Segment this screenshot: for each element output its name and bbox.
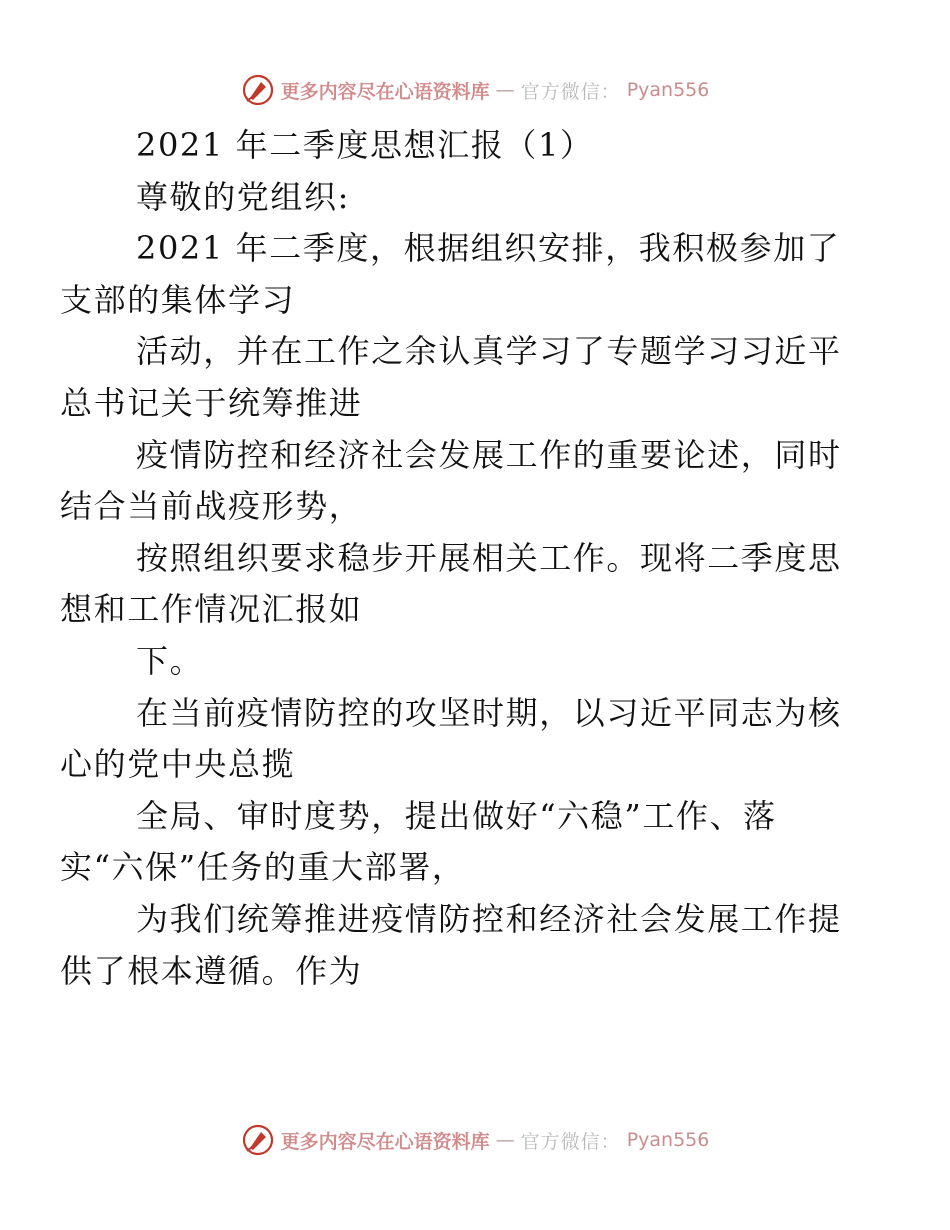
watermark-dash: —	[495, 79, 515, 101]
paragraph-line: 下。	[136, 641, 204, 680]
document-title: 2021 年二季度思想汇报（1）	[136, 126, 594, 164]
paragraph-line: 活动，并在工作之余认真学习了专题学习习近平	[136, 332, 842, 371]
paragraph-line: 按照组织要求稳步开展相关工作。现将二季度思	[136, 538, 842, 577]
body-paragraph	[60, 430, 858, 533]
paragraph-line: 支部的集体学习	[60, 280, 296, 319]
body-paragraph	[60, 791, 858, 894]
watermark-main-text: 更多内容尽在心语资料库	[280, 80, 490, 103]
watermark-wechat-label: 官方微信：	[520, 1130, 621, 1153]
body-paragraph	[60, 894, 858, 997]
body-paragraph	[98, 636, 858, 688]
paragraph-line: 结合当前战疫形势，	[60, 487, 363, 526]
paragraph-line: 在当前疫情防控的攻坚时期，以习近平同志为核	[136, 693, 842, 732]
watermark-wechat-id: Pyan556	[626, 1129, 710, 1151]
paragraph-line: 为我们统筹推进疫情防控和经济社会发展工作提	[136, 899, 842, 938]
document-paragraphs	[60, 223, 858, 997]
watermark-wechat-id: Pyan556	[626, 79, 710, 101]
paragraph-line: 2021 年二季度，根据组织安排，我积极参加了	[136, 229, 841, 268]
paragraph-line: 实“六保”任务的重大部署，	[60, 848, 466, 887]
body-paragraph	[60, 533, 858, 636]
paragraph-line: 全局、审时度势，提出做好“六稳”工作、落	[136, 796, 777, 835]
body-paragraph	[60, 223, 858, 326]
watermark-wechat-label: 官方微信：	[520, 80, 621, 103]
watermark-dash: —	[495, 1129, 515, 1151]
paragraph-line: 总书记关于统筹推进	[60, 383, 363, 422]
document-body	[60, 120, 858, 997]
pen-nib-circle-icon	[241, 1123, 275, 1157]
paragraph-line: 想和工作情况汇报如	[60, 590, 363, 629]
body-paragraph	[60, 326, 858, 429]
paragraph-line: 供了根本遵循。作为	[60, 951, 363, 990]
paragraph-line: 疫情防控和经济社会发展工作的重要论述，同时	[136, 435, 842, 474]
watermark-main-text: 更多内容尽在心语资料库	[280, 1130, 490, 1153]
footer-watermark	[0, 1120, 950, 1160]
header-watermark	[0, 70, 950, 110]
document-salutation: 尊敬的党组织:	[136, 177, 350, 216]
paragraph-line: 心的党中央总揽	[60, 745, 296, 784]
pen-nib-circle-icon	[241, 73, 275, 107]
body-paragraph	[60, 688, 858, 791]
